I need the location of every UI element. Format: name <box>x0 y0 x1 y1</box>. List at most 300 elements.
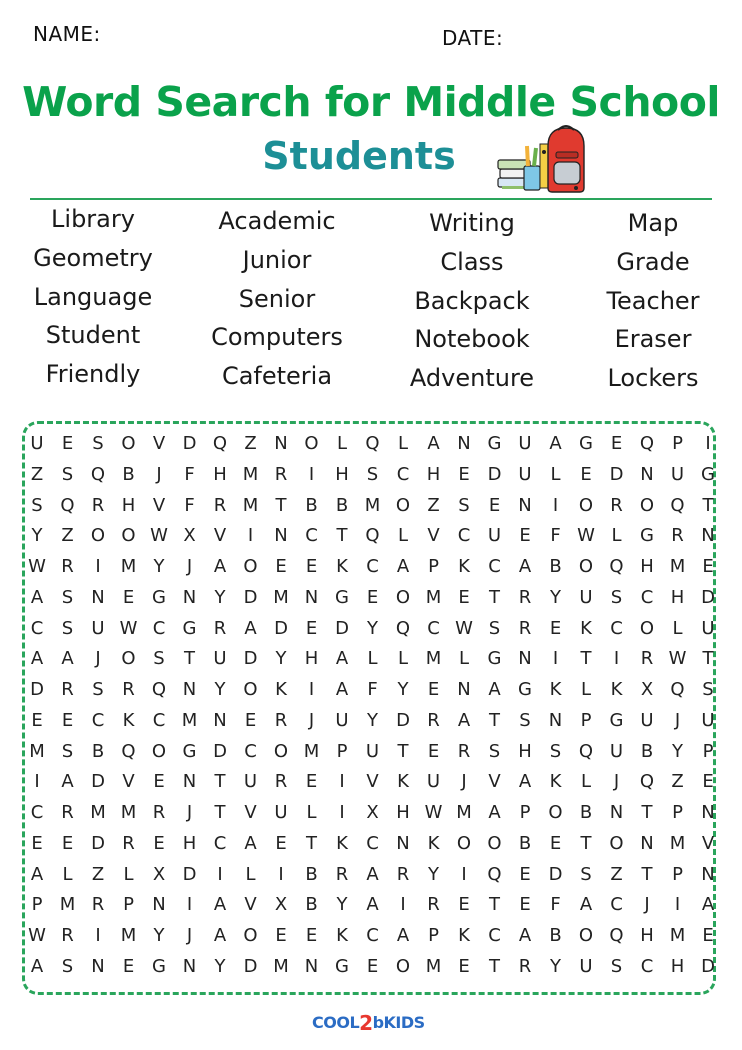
grid-letter: O <box>90 525 106 547</box>
grid-letter: U <box>579 955 593 977</box>
grid-letter: U <box>487 525 502 547</box>
grid-letter: T <box>702 494 714 516</box>
grid-letter: Q <box>90 463 106 485</box>
grid-letter: B <box>122 463 135 485</box>
grid-letter: U <box>701 617 715 639</box>
grid-letter: B <box>305 494 318 516</box>
grid-letter: A <box>30 648 44 670</box>
grid-letter: A <box>518 556 532 577</box>
grid-letter: K <box>336 556 348 577</box>
grid-letter: S <box>488 617 501 639</box>
grid-letter: C <box>457 525 471 547</box>
grid-letter: N <box>274 433 288 454</box>
grid-letter: G <box>487 433 502 454</box>
grid-letter: E <box>519 894 531 916</box>
grid-letter: E <box>702 925 714 946</box>
grid-letter: R <box>91 894 105 916</box>
grid-letter: J <box>461 771 467 793</box>
grid-letter: E <box>122 586 135 608</box>
grid-letter: E <box>366 955 379 977</box>
word-list-item: Class <box>440 248 504 276</box>
grid-letter: R <box>274 463 288 485</box>
grid-letter: J <box>644 894 650 916</box>
grid-letter: O <box>243 925 258 946</box>
grid-letter: I <box>217 863 223 885</box>
grid-letter: R <box>61 802 74 823</box>
grid-letter: Q <box>212 433 228 454</box>
grid-letter: O <box>548 802 563 823</box>
grid-letter: D <box>243 648 258 670</box>
grid-letter: B <box>335 494 349 516</box>
grid-letter: T <box>489 894 500 916</box>
grid-letter: D <box>487 463 502 485</box>
grid-letter: V <box>427 525 440 547</box>
grid-letter: M <box>59 894 76 916</box>
grid-letter: S <box>61 617 74 639</box>
word-list-item: Grade <box>616 248 690 276</box>
grid-letter: U <box>701 709 715 731</box>
grid-letter: A <box>518 771 532 793</box>
grid-letter: R <box>427 894 440 916</box>
grid-letter: Y <box>153 556 165 577</box>
grid-letter: T <box>184 648 195 670</box>
grid-letter: M <box>456 802 472 823</box>
grid-letter: Y <box>214 955 226 977</box>
grid-letter: Q <box>121 740 136 762</box>
grid-letter: U <box>335 709 349 731</box>
grid-letter: M <box>669 556 686 577</box>
grid-letter: M <box>120 925 137 946</box>
grid-letter: P <box>428 925 439 946</box>
grid-letter: D <box>182 863 197 885</box>
grid-letter: Q <box>151 679 167 700</box>
grid-letter: J <box>186 925 193 946</box>
grid-letter: M <box>29 740 45 762</box>
grid-letter: Q <box>670 679 685 700</box>
grid-letter: A <box>396 925 410 946</box>
grid-letter: T <box>397 740 409 762</box>
grid-letter: F <box>184 463 195 485</box>
grid-letter: Z <box>610 863 623 885</box>
grid-letter: A <box>244 832 257 854</box>
grid-letter: W <box>668 648 687 670</box>
grid-letter: N <box>701 525 715 547</box>
grid-letter: M <box>242 494 259 516</box>
grid-letter: G <box>518 679 532 700</box>
date-label: DATE: <box>442 26 504 50</box>
grid-letter: Y <box>214 679 226 700</box>
word-list-item: Geometry <box>33 244 153 272</box>
grid-letter: D <box>274 617 288 639</box>
grid-letter: R <box>213 494 227 516</box>
grid-letter: A <box>30 586 44 608</box>
grid-letter: W <box>455 617 473 639</box>
grid-letter: I <box>278 863 284 885</box>
grid-letter: E <box>580 463 592 485</box>
grid-letter: Q <box>639 771 655 793</box>
grid-letter: X <box>183 525 196 547</box>
grid-letter: L <box>397 525 409 547</box>
grid-letter: O <box>273 740 289 762</box>
grid-letter: Y <box>428 863 439 885</box>
word-list-item: Eraser <box>614 325 692 353</box>
grid-letter: M <box>242 463 259 485</box>
grid-letter: X <box>152 863 166 885</box>
grid-letter: H <box>304 648 319 670</box>
grid-letter: D <box>548 863 563 885</box>
grid-letter: C <box>488 556 501 577</box>
grid-letter: S <box>610 955 623 977</box>
grid-letter: H <box>121 494 136 516</box>
grid-letter: P <box>428 556 439 577</box>
grid-letter: K <box>580 617 592 639</box>
grid-letter: A <box>61 771 74 793</box>
grid-letter: I <box>552 648 559 670</box>
grid-letter: I <box>247 525 254 547</box>
grid-letter: E <box>153 771 165 793</box>
grid-letter: D <box>701 586 715 608</box>
grid-letter: D <box>243 955 258 977</box>
grid-letter: S <box>61 463 74 485</box>
grid-letter: E <box>488 494 501 516</box>
grid-letter: T <box>489 955 500 977</box>
grid-letter: N <box>701 802 715 823</box>
grid-letter: T <box>275 494 287 516</box>
grid-letter: V <box>122 771 135 793</box>
grid-letter: C <box>396 463 410 485</box>
grid-letter: S <box>610 586 623 608</box>
grid-letter: O <box>639 617 655 639</box>
grid-letter: E <box>61 433 74 454</box>
grid-letter: K <box>427 832 440 854</box>
grid-letter: S <box>61 955 74 977</box>
grid-letter: C <box>488 925 501 946</box>
grid-letter: N <box>213 709 227 731</box>
grid-letter: U <box>640 709 654 731</box>
logo-part-2: 2 <box>359 1011 373 1035</box>
grid-letter: R <box>61 556 74 577</box>
grid-letter: B <box>549 925 562 946</box>
school-supplies-backpack-icon <box>496 122 590 196</box>
grid-letter: T <box>580 832 592 854</box>
grid-letter: A <box>366 894 379 916</box>
grid-letter: Z <box>91 863 105 885</box>
word-list-item: Map <box>627 209 679 237</box>
grid-letter: A <box>30 955 44 977</box>
grid-letter: S <box>366 463 379 485</box>
grid-letter: S <box>519 709 531 731</box>
grid-letter: H <box>670 586 685 608</box>
grid-letter: E <box>31 832 43 854</box>
grid-letter: S <box>61 740 74 762</box>
grid-letter: O <box>578 556 594 577</box>
grid-letter: C <box>30 802 44 823</box>
grid-letter: D <box>91 771 105 793</box>
grid-letter: D <box>182 433 197 454</box>
grid-letter: C <box>366 556 379 577</box>
grid-letter: H <box>335 463 349 485</box>
grid-letter: F <box>550 525 561 547</box>
grid-letter: L <box>672 617 683 639</box>
grid-letter: N <box>304 586 319 608</box>
grid-letter: M <box>669 832 686 854</box>
grid-letter: K <box>458 925 470 946</box>
grid-letter: D <box>243 586 258 608</box>
grid-letter: Y <box>397 679 409 700</box>
grid-letter: N <box>304 955 319 977</box>
grid-letter: G <box>701 463 715 485</box>
grid-letter: P <box>702 740 714 762</box>
grid-letter: O <box>121 525 136 547</box>
grid-letter: J <box>308 709 315 731</box>
grid-letter: O <box>639 494 655 516</box>
grid-letter: O <box>243 556 258 577</box>
grid-letter: G <box>152 955 166 977</box>
grid-letter: U <box>518 433 532 454</box>
grid-letter: S <box>92 679 104 700</box>
grid-letter: N <box>457 433 471 454</box>
grid-letter: D <box>91 832 105 854</box>
grid-letter: W <box>577 525 595 547</box>
grid-letter: E <box>275 832 287 854</box>
grid-letter: K <box>275 679 287 700</box>
grid-letter: Z <box>427 494 440 516</box>
grid-letter: O <box>578 494 594 516</box>
grid-letter: M <box>425 955 442 977</box>
grid-letter: V <box>244 802 257 823</box>
grid-letter: D <box>335 617 349 639</box>
grid-letter: B <box>549 556 562 577</box>
grid-letter: I <box>705 433 711 454</box>
grid-letter: K <box>122 709 135 731</box>
grid-letter: D <box>609 463 624 485</box>
grid-letter: E <box>61 709 74 731</box>
grid-letter: V <box>244 894 257 916</box>
grid-letter: B <box>640 740 654 762</box>
grid-letter: A <box>213 925 227 946</box>
grid-letter: C <box>366 832 379 854</box>
grid-letter: N <box>701 863 715 885</box>
grid-letter: B <box>91 740 105 762</box>
grid-letter: E <box>458 463 470 485</box>
grid-letter: R <box>457 740 471 762</box>
grid-letter: J <box>156 463 162 485</box>
grid-letter: T <box>580 648 592 670</box>
grid-letter: Q <box>365 433 380 454</box>
grid-letter: S <box>31 494 43 516</box>
grid-letter: J <box>186 556 193 577</box>
grid-letter: R <box>61 679 74 700</box>
grid-letter: Q <box>60 494 75 516</box>
grid-letter: C <box>152 617 166 639</box>
grid-letter: E <box>458 894 470 916</box>
grid-letter: R <box>518 955 532 977</box>
page-subtitle: Students <box>262 134 456 178</box>
grid-letter: V <box>213 525 227 547</box>
grid-letter: I <box>339 771 345 793</box>
word-list-item: Student <box>45 321 141 349</box>
grid-letter: A <box>213 894 227 916</box>
word-list-item: Academic <box>218 207 336 235</box>
grid-letter: R <box>335 863 349 885</box>
word-list-item: Library <box>51 205 135 233</box>
grid-letter: N <box>457 679 471 700</box>
grid-letter: W <box>28 556 46 577</box>
grid-letter: L <box>306 802 317 823</box>
grid-letter: Y <box>153 925 165 946</box>
grid-letter: U <box>609 740 624 762</box>
name-label: NAME: <box>33 22 101 46</box>
grid-letter: W <box>119 617 138 639</box>
grid-letter: R <box>518 586 532 608</box>
grid-letter: M <box>120 802 137 823</box>
grid-letter: K <box>610 679 623 700</box>
grid-letter: N <box>182 771 197 793</box>
grid-letter: C <box>91 709 105 731</box>
grid-letter: L <box>458 648 470 670</box>
grid-letter: I <box>461 863 467 885</box>
grid-letter: G <box>182 617 197 639</box>
grid-letter: N <box>182 586 197 608</box>
grid-letter: O <box>609 832 624 854</box>
grid-letter: Y <box>367 617 378 639</box>
logo-part-bkids: bKIDS <box>372 1013 425 1032</box>
grid-letter: S <box>488 740 501 762</box>
grid-letter: O <box>395 494 411 516</box>
grid-letter: Y <box>214 586 226 608</box>
grid-letter: D <box>213 740 227 762</box>
grid-letter: E <box>61 832 74 854</box>
grid-letter: B <box>518 832 532 854</box>
grid-letter: M <box>669 925 686 946</box>
grid-letter: R <box>122 679 135 700</box>
grid-letter: G <box>609 709 624 731</box>
grid-letter: G <box>335 955 349 977</box>
grid-letter: E <box>427 740 440 762</box>
grid-letter: I <box>674 894 681 916</box>
grid-letter: Z <box>671 771 684 793</box>
grid-letter: V <box>488 771 501 793</box>
grid-letter: E <box>702 771 714 793</box>
word-list-item: Adventure <box>409 364 535 392</box>
grid-letter: Q <box>609 556 624 577</box>
grid-letter: W <box>150 525 168 547</box>
grid-letter: U <box>365 740 380 762</box>
grid-letter: S <box>549 740 562 762</box>
grid-letter: P <box>519 802 531 823</box>
grid-letter: F <box>367 679 378 700</box>
word-list-item: Lockers <box>607 364 699 392</box>
grid-letter: Y <box>672 740 683 762</box>
grid-letter: V <box>701 832 715 854</box>
grid-letter: R <box>274 771 288 793</box>
grid-letter: C <box>305 525 318 547</box>
grid-letter: T <box>489 586 500 608</box>
grid-letter: U <box>274 802 288 823</box>
grid-letter: P <box>31 894 43 916</box>
grid-letter: E <box>305 771 318 793</box>
grid-letter: R <box>518 617 532 639</box>
grid-letter: E <box>366 586 379 608</box>
grid-letter: A <box>30 863 44 885</box>
grid-letter: N <box>518 648 532 670</box>
grid-letter: D <box>701 955 715 977</box>
grid-letter: A <box>366 863 379 885</box>
word-list-item: Writing <box>429 209 515 237</box>
grid-letter: Z <box>61 525 74 547</box>
grid-letter: Q <box>639 433 655 454</box>
grid-letter: H <box>670 955 685 977</box>
grid-letter: Y <box>275 648 287 670</box>
grid-letter: C <box>213 832 227 854</box>
grid-letter: J <box>186 802 193 823</box>
grid-letter: A <box>396 556 410 577</box>
grid-letter: A <box>213 556 227 577</box>
grid-letter: P <box>336 740 348 762</box>
grid-letter: I <box>308 463 315 485</box>
grid-letter: O <box>121 433 136 454</box>
grid-letter: S <box>580 863 592 885</box>
grid-letter: I <box>186 894 193 916</box>
grid-letter: M <box>425 586 442 608</box>
grid-letter: U <box>30 433 44 454</box>
grid-letter: G <box>152 586 166 608</box>
grid-letter: G <box>182 740 197 762</box>
grid-letter: Z <box>30 463 44 485</box>
grid-letter: O <box>487 832 502 854</box>
grid-letter: C <box>152 709 166 731</box>
grid-letter: L <box>336 433 348 454</box>
grid-letter: Y <box>31 525 43 547</box>
grid-letter: Y <box>367 709 378 731</box>
page-title: Word Search for Middle School <box>22 78 720 126</box>
grid-letter: A <box>579 894 593 916</box>
grid-letter: E <box>305 556 318 577</box>
grid-letter: S <box>458 494 470 516</box>
grid-letter: C <box>366 925 379 946</box>
grid-letter: T <box>306 832 317 854</box>
grid-letter: O <box>243 679 258 700</box>
grid-letter: J <box>613 771 620 793</box>
grid-letter: C <box>640 955 654 977</box>
grid-letter: E <box>610 433 623 454</box>
grid-letter: H <box>640 925 654 946</box>
grid-letter: A <box>335 679 349 700</box>
title-divider <box>30 198 712 200</box>
grid-letter: F <box>550 894 561 916</box>
grid-letter: M <box>425 648 442 670</box>
grid-letter: R <box>91 494 105 516</box>
grid-letter: D <box>396 709 410 731</box>
grid-letter: T <box>702 648 714 670</box>
grid-letter: Q <box>609 925 624 946</box>
cool2bkids-logo <box>312 1010 425 1036</box>
grid-letter: N <box>91 955 105 977</box>
grid-letter: K <box>549 679 562 700</box>
grid-letter: P <box>672 433 683 454</box>
grid-letter: Q <box>578 740 594 762</box>
grid-letter: L <box>611 525 622 547</box>
grid-letter: A <box>457 709 471 731</box>
grid-letter: T <box>641 863 653 885</box>
grid-letter: O <box>151 740 167 762</box>
grid-letter: K <box>458 556 470 577</box>
grid-letter: A <box>518 925 532 946</box>
grid-letter: N <box>91 586 105 608</box>
grid-letter: R <box>640 648 654 670</box>
grid-letter: D <box>30 679 44 700</box>
grid-letter: N <box>640 463 654 485</box>
